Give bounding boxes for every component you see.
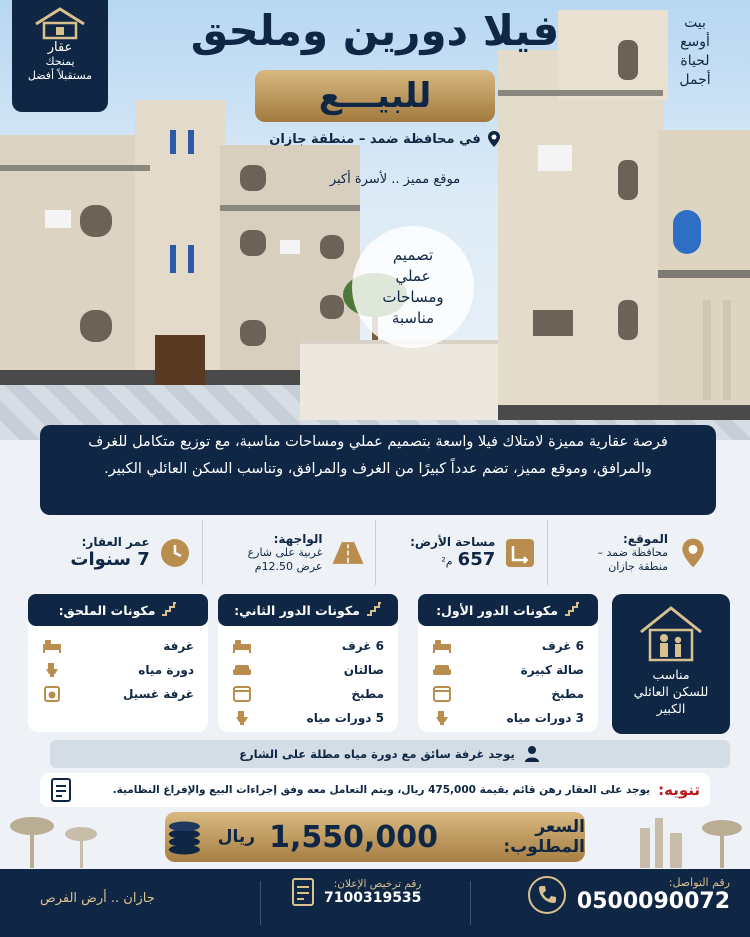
license-number: 7100319535 <box>324 890 422 906</box>
notice-label: تنويه: <box>658 781 700 799</box>
fact-area-label: مساحة الأرض: <box>410 535 496 549</box>
fact-location <box>547 520 720 585</box>
family-line-2: للسكن العائلي <box>633 684 709 699</box>
toilet-icon <box>42 662 62 678</box>
bed-icon <box>432 638 452 654</box>
location-line <box>250 130 520 148</box>
location-text: في محافظة ضمد – منطقة جازان <box>269 131 481 147</box>
stove-icon <box>232 686 252 702</box>
stairs-icon <box>161 602 177 619</box>
list-item: 6 غرف <box>232 634 384 658</box>
house-icon <box>32 6 88 40</box>
floor1-list <box>418 626 598 730</box>
bed-icon <box>232 638 252 654</box>
design-line-3: ومساحات <box>382 288 444 306</box>
annex-card <box>28 594 208 732</box>
annex-header <box>28 594 208 626</box>
fact-age-value: 7 سنوات <box>70 549 150 570</box>
hero-photo <box>0 0 750 440</box>
annex-list <box>28 626 208 706</box>
footer-brand: جازان .. أرض الفرص <box>40 891 155 906</box>
list-item: دورة مياه <box>42 658 194 682</box>
list-item: 3 دورات مياه <box>432 706 584 730</box>
tagline: موقع مميز .. لأسرة أكبر <box>329 172 461 187</box>
corner-slogan-line-3: لحياة <box>680 53 710 69</box>
phone-number[interactable]: 0500090072 <box>576 889 730 914</box>
fact-area <box>375 520 548 585</box>
phone-icon[interactable] <box>527 875 567 915</box>
price-bar <box>165 812 585 862</box>
driver-room-note <box>50 740 730 768</box>
license-icon <box>290 877 316 907</box>
design-bubble <box>352 226 474 348</box>
slogan-line-1: عقار <box>47 40 73 55</box>
corner-slogan-line-2: أوسع <box>680 34 710 50</box>
slogan-badge <box>12 0 108 112</box>
fact-location-label: الموقع: <box>622 531 668 546</box>
page-title: فيلا دورين وملحق <box>190 6 560 55</box>
family-house-icon <box>636 604 706 662</box>
list-item: غرفة غسيل <box>42 682 194 706</box>
notice-box <box>40 773 710 807</box>
fact-facade-line-1: غربية على شارع <box>247 545 323 559</box>
fact-facade-line-2: عرض 12.50م <box>254 559 323 573</box>
map-pin-icon <box>680 537 706 569</box>
fact-age <box>30 520 202 585</box>
fact-area-unit: م² <box>441 555 453 568</box>
license-block <box>290 877 421 907</box>
washer-icon <box>42 686 62 702</box>
design-line-1: تصميم <box>392 246 434 264</box>
coins-icon <box>165 818 204 856</box>
driver-icon <box>523 745 541 763</box>
price-label: السعر المطلوب: <box>503 817 585 857</box>
sofa-icon <box>232 662 252 678</box>
fact-location-line-1: محافظة ضمد – <box>597 545 668 559</box>
floor2-title: مكونات الدور الثاني: <box>234 602 360 618</box>
contact-block[interactable] <box>527 875 730 915</box>
stairs-icon <box>366 602 382 619</box>
annex-title: مكونات الملحق: <box>58 602 156 618</box>
toilet-icon <box>232 710 252 726</box>
price-value: 1,550,000 <box>269 819 438 855</box>
clock-icon <box>159 537 191 569</box>
list-item: مطبخ <box>432 682 584 706</box>
fact-facade-label: الواجهة: <box>273 531 323 546</box>
property-facts <box>30 520 720 585</box>
corner-slogan-line-4: أجمل <box>679 72 711 88</box>
floor1-title: مكونات الدور الأول: <box>436 602 558 618</box>
list-item: غرفة <box>42 634 194 658</box>
license-label: رقم ترخيص الإعلان: <box>333 878 422 890</box>
footer <box>0 869 750 937</box>
floor1-header <box>418 594 598 626</box>
fact-facade <box>202 520 375 585</box>
boundary-wall <box>300 340 500 420</box>
list-item: 6 غرف <box>432 634 584 658</box>
family-line-1: مناسب <box>652 667 690 682</box>
design-line-4: مناسبة <box>391 309 435 327</box>
fact-area-value: 657 <box>457 549 496 570</box>
toilet-icon <box>432 710 452 726</box>
driver-room-text: يوجد غرفة سائق مع دورة مياه مطلة على الشارع <box>239 747 515 761</box>
notice-text: يوجد على العقار رهن قائم بقيمة 475,000 ريال، ويتم التعامل معه وفق إجراءات البيع والإفراغ النظامية. <box>112 784 651 796</box>
road-icon <box>331 537 365 569</box>
corner-slogan <box>650 14 740 90</box>
floor2-list <box>218 626 398 730</box>
price-currency: ريال <box>217 827 256 847</box>
intro-box: فرصة عقارية مميزة لامتلاك فيلا واسعة بتصميم عملي ومساحات مناسبة، مع توزيع متكامل للغرف والمرافق، وموقع مميز، تضم عدداً كبيرًا من الغرف والمرافق، وتناسب السكن العائلي الكبير. <box>40 425 716 515</box>
corner-slogan-line-1: بيت <box>684 15 706 31</box>
list-item: 5 دورات مياه <box>232 706 384 730</box>
sofa-icon <box>432 662 452 678</box>
family-badge <box>612 594 730 734</box>
area-icon <box>504 537 536 569</box>
contact-label: رقم التواصل: <box>668 876 730 889</box>
map-pin-icon <box>487 130 501 148</box>
family-line-3: الكبير <box>656 701 686 716</box>
fact-location-line-2: منطقة جازان <box>608 559 668 573</box>
stairs-icon <box>564 602 580 619</box>
floor2-header <box>218 594 398 626</box>
slogan-line-3: مستقبلاً أفضل <box>27 69 93 82</box>
for-sale-label: للبيـــع <box>255 70 495 122</box>
footer-divider <box>470 881 471 925</box>
list-item: صالة كبيرة <box>432 658 584 682</box>
slogan-line-2: يمنحك <box>45 55 75 68</box>
palm-silhouette-left <box>0 808 130 868</box>
floor2-card <box>218 594 398 732</box>
footer-divider <box>260 881 261 925</box>
bed-icon <box>42 638 62 654</box>
fact-age-label: عمر العقار: <box>81 535 150 549</box>
document-icon <box>50 777 72 803</box>
floor1-card <box>418 594 598 732</box>
stove-icon <box>432 686 452 702</box>
design-line-2: عملي <box>395 267 431 285</box>
skyline-silhouette-right <box>620 808 750 868</box>
list-item: صالتان <box>232 658 384 682</box>
list-item: مطبخ <box>232 682 384 706</box>
